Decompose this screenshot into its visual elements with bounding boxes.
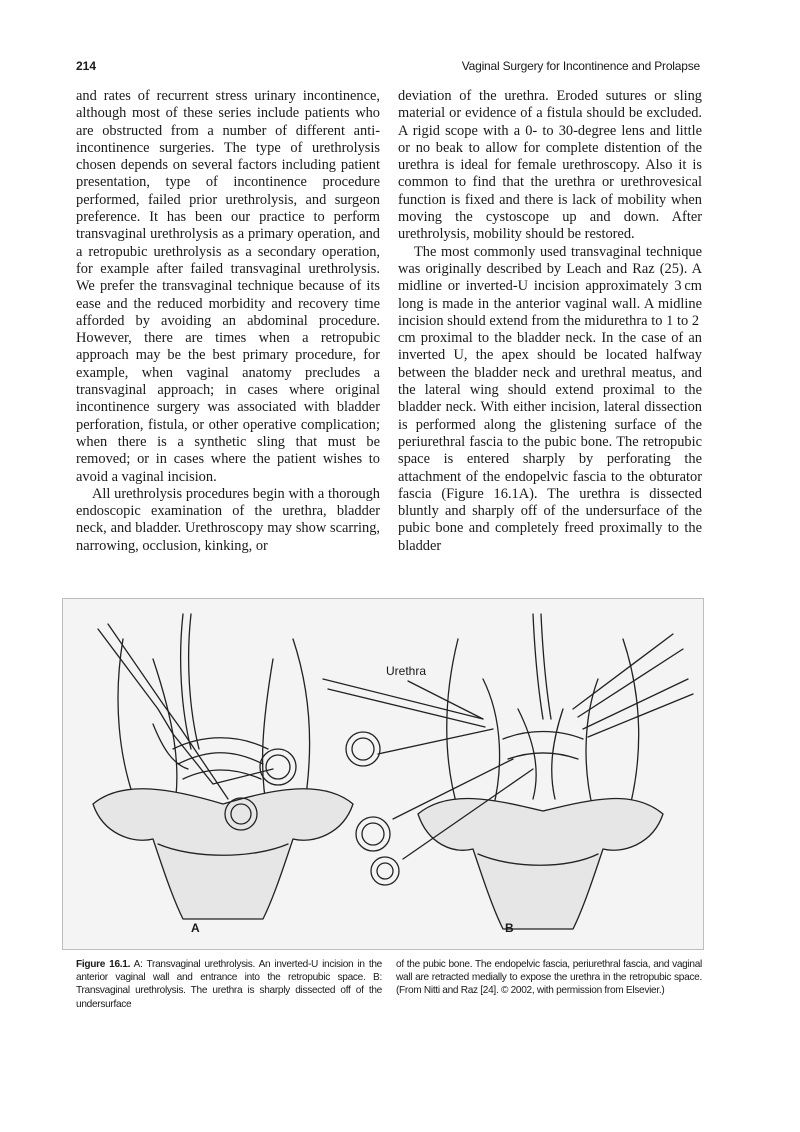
panel-b-label: B <box>505 921 514 935</box>
paragraph: The most commonly used transvaginal technique was originally described by Leach and Raz (25). A midline or inverted-U incision approximately 3 cm long is made in the anterior vaginal wall. A midline incision should extend from the midurethra to 1 to 2 cm proximal to the bladder neck. In the case of an inverted U, the apex should be located halfway between the bladder neck and urethral meatus, and the lateral wing should extend proximal to the bladder neck. With either incision, lateral dissection is performed along the glistening surface of the periurethral fascia to the pubic bone. The retropubic space is entered sharply by perforating the attachment of the endopelvic fascia to the obturator fascia (Figure 16.1A). The urethra is dissected bluntly and sharply off of the undersurface of the pubic bone and completely freed proximally to the bladder <box>398 243 702 554</box>
panel-b-drawing <box>323 614 693 929</box>
paragraph: deviation of the urethra. Eroded sutures or sling material or evidence of a fistula should be excluded. A rigid scope with a 0- to 30-degree lens and little or no beak to allow for complete distention of the urethra is ideal for female urethroscopy. Also it is common to find that the urethra or urethrovesical function is fixed and there is lack of mobility when moving the cystoscope up and down. After urethrolysis, mobility should be restored. <box>398 88 702 243</box>
paragraph: and rates of recurrent stress urinary incontinence, although most of these series include patients who are obstructed from a number of different anti-incontinence surgeries. The type of urethrolysis chosen depends on several factors including patient presentation, type of incontinence procedure performed, failed prior urethrolysis, and surgeon preference. It has been our practice to perform transvaginal urethrolysis as a primary operation, and a retropubic urethrolysis as a secondary operation, for example after failed transvaginal urethrolysis. We prefer the transvaginal technique because of its ease and the reduced morbidity and recovery time afforded by avoiding an abdominal procedure. However, there are times when a retropubic approach may be the best primary procedure, for example, when vaginal anatomy precludes a transvaginal approach; in cases where original incontinence surgery was associated with bladder perforation, fistula, or other operative complication; when there is a synthetic sling that must be removed; or in cases where the patient wishes to avoid a vaginal incision. <box>76 88 380 485</box>
panel-a-drawing <box>93 614 353 919</box>
surgical-illustration <box>63 599 703 949</box>
left-column <box>76 88 380 555</box>
figure-caption-right <box>396 958 702 998</box>
running-header <box>76 56 700 76</box>
panel-a-label: A <box>191 921 200 935</box>
right-column <box>398 88 702 555</box>
page-number: 214 <box>76 59 97 73</box>
figure-caption-left <box>76 958 382 1011</box>
urethra-label: Urethra <box>386 664 427 678</box>
caption-title: Figure 16.1. <box>76 959 131 970</box>
paragraph: All urethrolysis procedures begin with a thorough endoscopic examination of the urethra, bladder neck, and bladder. Urethroscopy may show scarring, narrowing, occlusion, kinking, or <box>76 485 380 554</box>
caption-text: of the pubic bone. The endopelvic fascia, periurethral fascia, and vaginal wall are retracted medially to expose the urethra in the retropubic space. (From Nitti and Raz [24]. © 2002, with permission from Elsevier.) <box>396 959 702 997</box>
running-title: Vaginal Surgery for Incontinence and Prolapse <box>461 59 700 73</box>
figure-16-1 <box>62 598 704 950</box>
caption-text: A: Transvaginal urethrolysis. An inverted-U incision in the anterior vaginal wall and entrance into the retropubic space. B: Transvaginal urethrolysis. The urethra is sharply dissected off of the undersurface <box>76 959 382 1010</box>
